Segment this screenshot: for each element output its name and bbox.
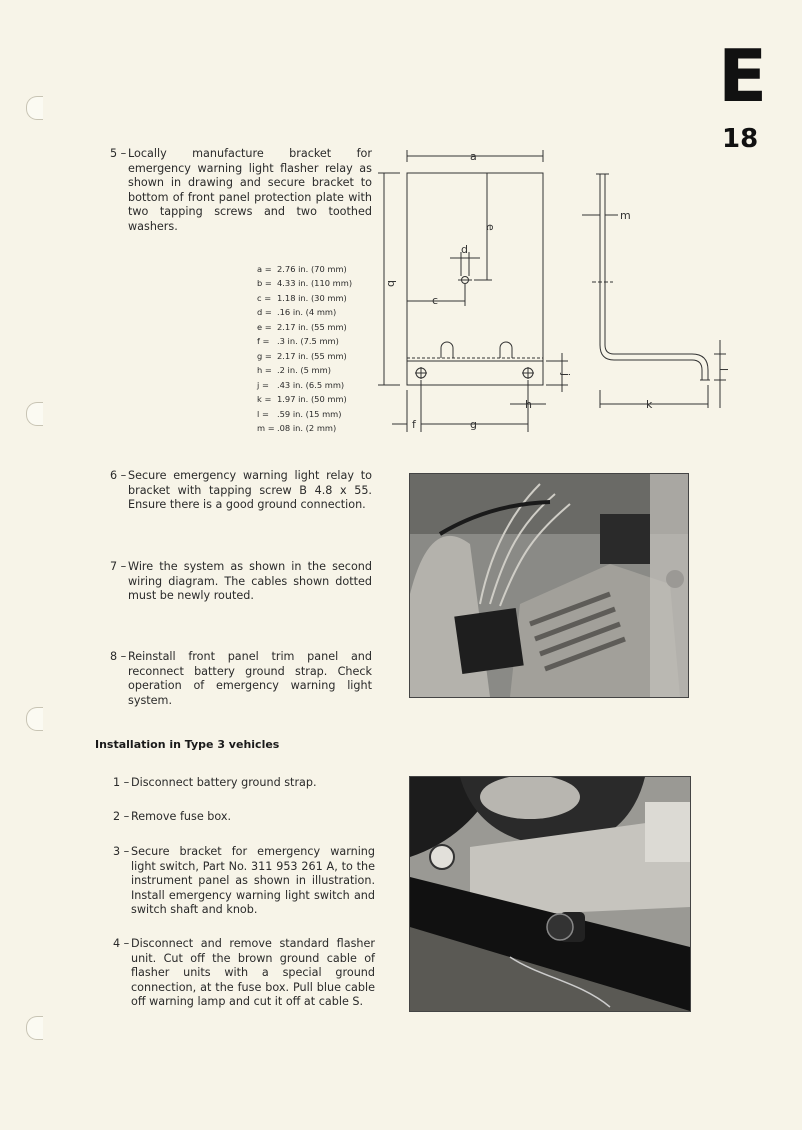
dimension-row: m = .08 in. (2 mm) xyxy=(257,422,337,433)
dimension-row: a = 2.76 in. (70 mm) xyxy=(257,264,347,274)
drawing-label-f: f xyxy=(412,418,416,431)
drawing-label-c: c xyxy=(432,294,439,307)
dimension-row: k = 1.97 in. (50 mm) xyxy=(257,394,347,405)
dimension-row: e = 2.17 in. (55 mm) xyxy=(257,321,347,332)
dimension-row: b = 4.33 in. (110 mm) xyxy=(257,278,353,289)
step-3 xyxy=(113,845,375,918)
step-text: Secure emergency warning light relay to bracket with tapping screw B 4.8 x 55. Ensure there is a good ground connection. xyxy=(128,469,372,512)
drawing-label-l: l xyxy=(717,368,730,372)
drawing-label-a: a xyxy=(470,150,477,163)
bracket-front-view xyxy=(407,173,543,385)
step-number: 7 – xyxy=(110,560,127,573)
section-heading: Installation in Type 3 vehicles xyxy=(95,738,280,751)
step-5 xyxy=(110,147,372,235)
step-2 xyxy=(113,810,375,825)
step-number: 1 – xyxy=(113,776,130,789)
dimension-row: c = 1.18 in. (30 mm) xyxy=(257,292,347,303)
drawing-label-e: e xyxy=(484,224,497,231)
drawing-label-h: h xyxy=(525,398,532,411)
bracket-drawing xyxy=(370,140,740,440)
bracket-side-view xyxy=(600,174,702,380)
dimension-row: j = .43 in. (6.5 mm) xyxy=(257,379,345,390)
dimension-row: f = .3 in. (7.5 mm) xyxy=(257,336,339,347)
step-number: 2 – xyxy=(113,810,130,823)
drawing-label-g: g xyxy=(470,418,477,431)
step-4 xyxy=(113,937,375,1010)
relay-installation-photo xyxy=(409,473,689,698)
binder-hole xyxy=(26,402,43,426)
dimension-row: d = .16 in. (4 mm) xyxy=(257,307,337,318)
step-text: Reinstall front panel trim panel and reconnect battery ground strap. Check operation of emergency warning light system. xyxy=(128,650,372,707)
step-number: 3 – xyxy=(113,845,130,858)
binder-hole xyxy=(26,1016,43,1040)
dimension-row: g = 2.17 in. (55 mm) xyxy=(257,350,347,361)
step-text: Locally manufacture bracket for emergency warning light flasher relay as shown in drawing and secure bracket to bottom of front panel protection plate with two tapping screws and two toothed washers. xyxy=(128,147,372,233)
step-number: 5 – xyxy=(110,147,127,160)
drawing-label-d: d xyxy=(461,243,468,256)
section-letter: E xyxy=(718,34,768,118)
drawing-label-k: k xyxy=(646,398,653,411)
drawing-label-j: j xyxy=(559,373,572,377)
step-1 xyxy=(113,776,375,791)
dimension-row: l = .59 in. (15 mm) xyxy=(257,408,342,419)
step-text: Disconnect battery ground strap. xyxy=(131,776,317,789)
step-text: Wire the system as shown in the second wiring diagram. The cables shown dotted must be newly routed. xyxy=(128,560,372,603)
dimension-list xyxy=(257,262,367,435)
step-text: Disconnect and remove standard flasher unit. Cut off the brown ground cable of flasher units with a special ground connection, at the fuse box. Pull blue cable off warning lamp and cut it off at cable S. xyxy=(131,937,375,1009)
step-text: Secure bracket for emergency warning light switch, Part No. 311 953 261 A, to the instrument panel as shown in illustration. Install emergency warning light switch and switch shaft and knob. xyxy=(131,845,375,917)
step-number: 4 – xyxy=(113,937,130,950)
step-number: 6 – xyxy=(110,469,127,482)
binder-hole xyxy=(26,96,43,120)
dimension-row: h = .2 in. (5 mm) xyxy=(257,365,331,376)
step-7 xyxy=(110,560,372,604)
step-text: Remove fuse box. xyxy=(131,810,232,823)
step-6 xyxy=(110,469,372,513)
binder-hole xyxy=(26,707,43,731)
step-8 xyxy=(110,650,372,708)
page-number: 18 xyxy=(722,124,759,154)
step-number: 8 – xyxy=(110,650,127,663)
drawing-label-b: b xyxy=(385,280,398,287)
switch-installation-photo xyxy=(409,776,691,1012)
drawing-label-m: m xyxy=(620,209,631,222)
